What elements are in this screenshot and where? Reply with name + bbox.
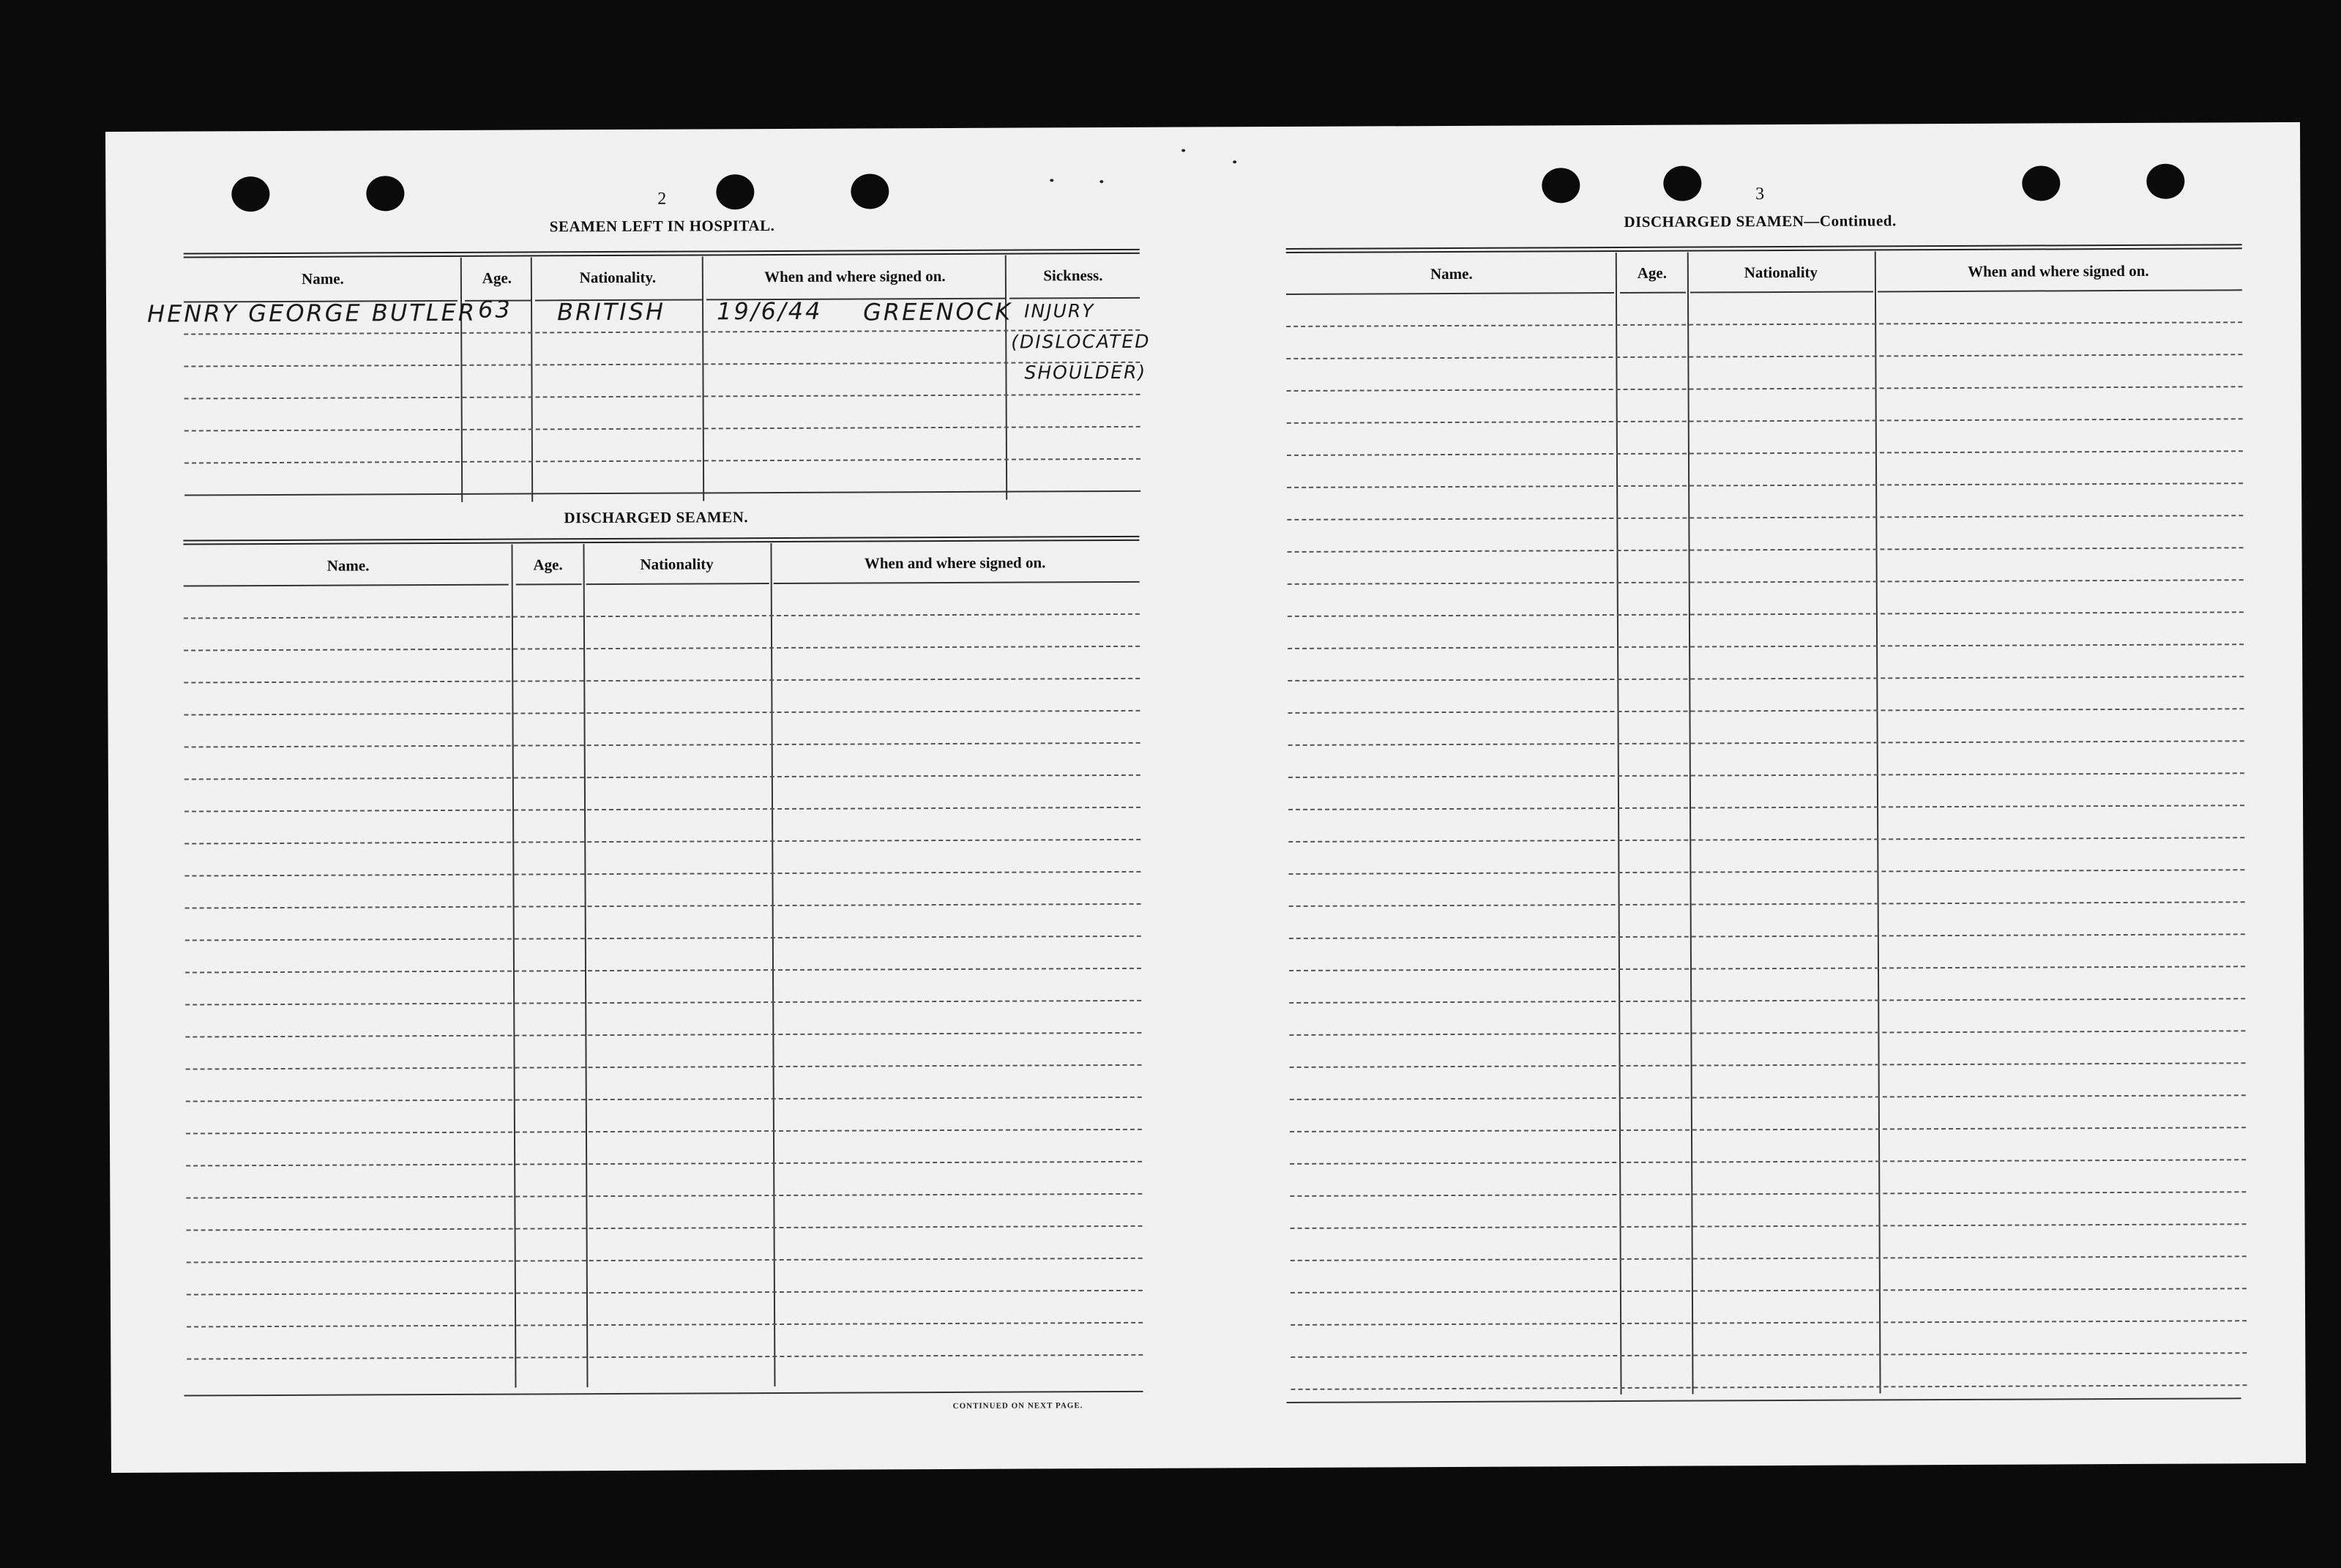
ruled-line [1288, 643, 2244, 649]
ruled-line [185, 968, 1141, 974]
ruled-line [184, 613, 1140, 619]
col-header-sickness: Sickness. [1043, 266, 1103, 285]
form-sheet [105, 122, 2306, 1473]
speck [1099, 180, 1103, 183]
ruled-line [1291, 1223, 2247, 1229]
ruled-line [184, 807, 1140, 813]
ruled-line [186, 1097, 1142, 1102]
discharged-table-right [1286, 244, 2247, 1412]
punch-hole [366, 176, 404, 211]
entry-sickness-line1: INJURY [1024, 300, 1095, 322]
col-header-signed-on: When and where signed on. [1968, 261, 2149, 280]
discharged-section-title: DISCHARGED SEAMEN. [564, 508, 749, 527]
ruled-line [185, 1000, 1141, 1006]
col-header-nationality: Nationality [1744, 263, 1818, 282]
ruled-line [184, 710, 1140, 716]
ruled-line [1291, 1352, 2247, 1358]
punch-hole [2022, 165, 2060, 201]
ruled-line [1290, 1094, 2246, 1100]
ruled-line [184, 678, 1140, 684]
speck [1181, 149, 1185, 152]
ruled-line [1288, 869, 2244, 875]
ruled-line [185, 903, 1141, 909]
ruled-line [187, 1225, 1143, 1231]
ruled-line [1288, 740, 2244, 746]
ruled-line [1287, 482, 2243, 488]
ruled-line [1290, 1191, 2246, 1197]
ruled-line [187, 1354, 1143, 1360]
ruled-line [187, 1290, 1143, 1296]
entry-signed-date: 19/6/44 [716, 296, 823, 326]
ruled-line [1288, 547, 2244, 553]
ruled-line [185, 1032, 1141, 1038]
entry-nationality: BRITISH [556, 297, 666, 326]
ruled-line [1291, 1320, 2247, 1326]
ruled-line [1290, 1062, 2246, 1068]
ruled-line [184, 871, 1140, 877]
ruled-line [186, 1161, 1142, 1167]
ruled-line [1290, 1127, 2246, 1132]
entry-name: HENRY GEORGE BUTLER [147, 298, 477, 328]
speck [1233, 160, 1236, 163]
col-header-name: Name. [326, 556, 370, 575]
punch-hole [1542, 168, 1580, 203]
ruled-line [1288, 676, 2244, 682]
ruled-line [184, 742, 1140, 748]
hospital-table [147, 249, 1151, 505]
ruled-line [1288, 611, 2244, 617]
ruled-line [1289, 1030, 2245, 1036]
ruled-line [1288, 804, 2244, 810]
col-header-nationality: Nationality [640, 555, 714, 573]
ruled-line [184, 839, 1140, 845]
ruled-line [1287, 515, 2243, 520]
col-header-signed-on: When and where signed on. [864, 553, 1046, 572]
page-number-left: 2 [657, 189, 667, 209]
ruled-line [1290, 1159, 2246, 1165]
col-header-age: Age. [533, 556, 563, 574]
ruled-line [184, 774, 1140, 780]
ruled-line [1289, 901, 2245, 907]
ruled-line [186, 1129, 1142, 1135]
ruled-line [1288, 708, 2244, 714]
ruled-line [1286, 354, 2242, 359]
ruled-line [186, 1193, 1142, 1199]
ruled-line [1291, 1255, 2247, 1261]
ruled-line [1291, 1384, 2247, 1390]
punch-hole [231, 176, 269, 212]
page-number-right: 3 [1755, 184, 1765, 204]
col-header-nationality: Nationality. [579, 268, 657, 287]
continued-footer: CONTINUED ON NEXT PAGE. [952, 1401, 1083, 1411]
col-header-signed-on: When and where signed on. [764, 266, 946, 286]
ruled-line [184, 646, 1140, 652]
ruled-line [1288, 579, 2244, 585]
ruled-line [186, 1064, 1142, 1070]
entry-signed-place: GREENOCK [863, 297, 1013, 326]
ruled-line [1289, 933, 2245, 939]
entry-sickness-line2: (DISLOCATED [1011, 330, 1151, 353]
punch-hole [851, 173, 889, 209]
col-header-age: Age. [1637, 264, 1668, 282]
ruled-line [1287, 386, 2243, 392]
ruled-line [1289, 998, 2245, 1004]
hospital-section-title: SEAMEN LEFT IN HOSPITAL. [549, 217, 775, 236]
discharged-table-left [183, 536, 1143, 1411]
ruled-line [187, 1258, 1143, 1263]
ruled-line [1288, 837, 2244, 843]
ruled-line [1291, 1288, 2247, 1293]
entry-sickness-line3: SHOULDER) [1024, 361, 1147, 384]
speck [1050, 179, 1053, 182]
col-header-name: Name. [1430, 264, 1473, 283]
punch-hole [2146, 164, 2184, 199]
discharged-continued-title: DISCHARGED SEAMEN—Continued. [1624, 212, 1897, 231]
ruled-line [1286, 321, 2242, 327]
ruled-line [1287, 450, 2243, 456]
punch-hole [1663, 165, 1701, 201]
ruled-line [185, 936, 1141, 941]
entry-age: 63 [477, 295, 512, 324]
ruled-line [1288, 772, 2244, 778]
punch-hole [716, 174, 754, 209]
ruled-line [187, 1322, 1143, 1328]
col-header-age: Age. [482, 269, 512, 287]
col-header-name: Name. [301, 269, 344, 288]
ruled-line [1289, 966, 2245, 971]
ruled-line [1287, 418, 2243, 424]
